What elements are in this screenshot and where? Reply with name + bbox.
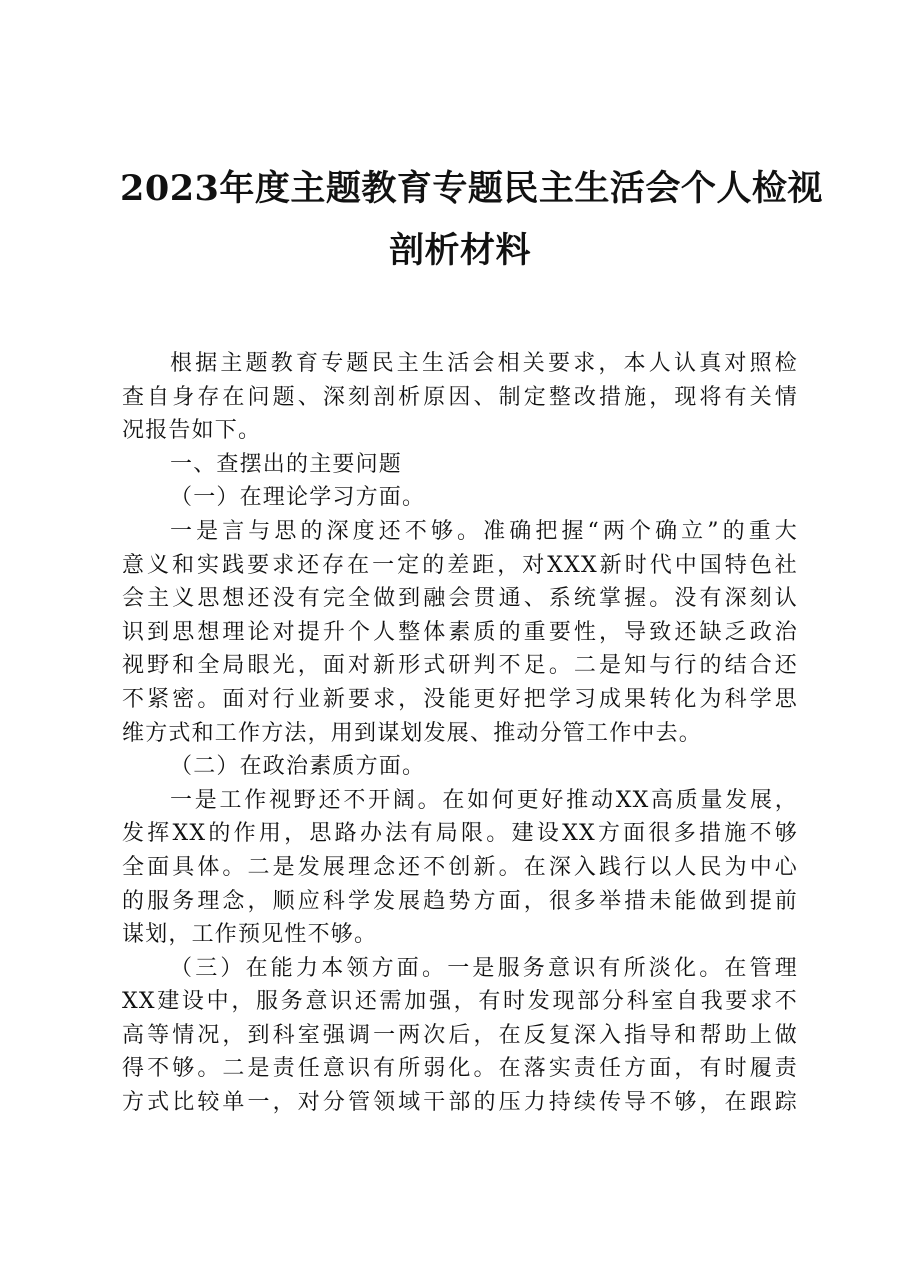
text-line: 高等情况，到科室强调一两次后，在反复深入指导和帮助上做 — [122, 1022, 798, 1048]
text-line: 维方式和工作方法，用到谋划发展、推动分管工作中去。 — [122, 720, 703, 746]
text-line: （一）在理论学习方面。 — [170, 485, 426, 511]
text-line: 谋划，工作预见性不够。 — [122, 922, 378, 948]
text-line: 根据主题教育专题民主生活会相关要求，本人认真对照检 — [170, 351, 798, 376]
text-line: 不紧密。面对行业新要求，没能更好把学习成果转化为科学思 — [122, 686, 798, 712]
text-line: XX建设中，服务意识还需加强，有时发现部分科室自我要求不 — [122, 989, 798, 1015]
document-body — [122, 347, 798, 1120]
text-line: 发挥XX的作用，思路办法有局限。建设XX方面很多措施不够 — [122, 821, 798, 847]
text-line: 查自身存在问题、深刻剖析原因、制定整改措施，现将有关情 — [122, 384, 798, 410]
title-line-1: 2023年度主题教育专题民主生活会个人检视 — [120, 168, 823, 209]
text-line: 会主义思想还没有完全做到融会贯通、系统掌握。没有深刻认 — [122, 586, 798, 612]
text-line: 方式比较单一，对分管领域干部的压力持续传导不够，在跟踪 — [122, 1090, 798, 1116]
text-line: 全面具体。二是发展理念还不创新。在深入践行以人民为中心 — [122, 854, 798, 880]
text-line: 一是工作视野还不开阔。在如何更好推动XX高质量发展， — [170, 787, 798, 813]
text-line: 意义和实践要求还存在一定的差距，对XXX新时代中国特色社 — [122, 552, 798, 578]
text-line: 识到思想理论对提升个人整体素质的重要性，导致还缺乏政治 — [122, 619, 798, 645]
text-line: （二）在政治素质方面。 — [170, 754, 426, 780]
text-line: 一、查摆出的主要问题 — [170, 451, 403, 477]
title-line-2: 剖析材料 — [388, 230, 531, 271]
text-line: 得不够。二是责任意识有所弱化。在落实责任方面，有时履责 — [122, 1056, 798, 1082]
document-title — [120, 158, 823, 282]
text-line: 视野和全局眼光，面对新形式研判不足。二是知与行的结合还 — [122, 653, 798, 679]
text-line: 的服务理念，顺应科学发展趋势方面，很多举措未能做到提前 — [122, 888, 798, 914]
text-line: 一是言与思的深度还不够。准确把握“两个确立”的重大 — [170, 518, 798, 544]
text-line: 况报告如下。 — [122, 418, 262, 444]
text-line: （三）在能力本领方面。一是服务意识有所淡化。在管理 — [170, 955, 798, 981]
